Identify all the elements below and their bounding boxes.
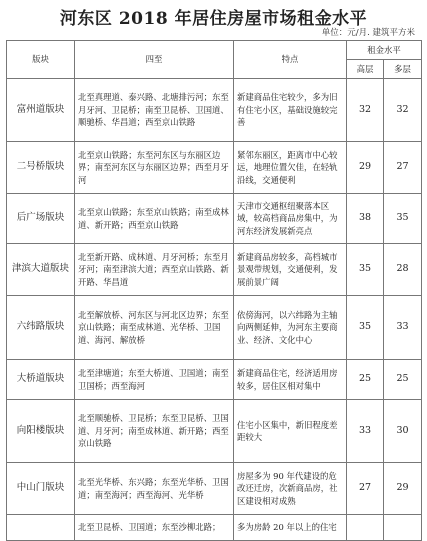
- header-rent: 租金水平: [347, 41, 422, 60]
- table-row: [7, 400, 422, 463]
- block-bounds: 北至真理道、泰兴路、北塘排污河；东至月牙河、卫昆桥；南至卫昆桥、卫国道、顺驰桥、华昌道；西至京山铁路: [75, 79, 234, 142]
- rent-high: 38: [347, 194, 384, 244]
- block-bounds: 北至卫昆桥、卫国道；东至沙柳北路；: [75, 515, 234, 541]
- rent-high: 29: [347, 142, 384, 194]
- block-features: 依傍海河，以六纬路为主轴向两侧延伸，为河东主要商业、经济、文化中心: [234, 296, 347, 360]
- block-bounds: 北至顺驰桥、卫昆桥；东至卫昆桥、卫国道、月牙河；南至成林道、新开路；西至京山铁路: [75, 400, 234, 463]
- rent-multi: 35: [384, 194, 422, 244]
- block-bounds: 北至解放桥、河东区与河北区边界；东至京山铁路；南至成林道、光华桥、卫国道、海河、解放桥: [75, 296, 234, 360]
- block-features: 天津市交通枢纽聚落本区域，较高档商品房集中，为河东经济发展新亮点: [234, 194, 347, 244]
- rent-multi: 28: [384, 244, 422, 296]
- header-bounds: 四至: [75, 41, 234, 79]
- rent-multi: 27: [384, 142, 422, 194]
- block-name: 富州道版块: [7, 79, 75, 142]
- block-name: 二号桥版块: [7, 142, 75, 194]
- rent-high: 33: [347, 400, 384, 463]
- block-name: 大桥道版块: [7, 360, 75, 400]
- unit-note: 单位：元/月. 建筑平方米: [321, 28, 415, 38]
- block-name: 向阳楼版块: [7, 400, 75, 463]
- rent-multi: [384, 515, 422, 541]
- block-features: 住宅小区集中，新旧程度差距较大: [234, 400, 347, 463]
- rent-multi: 33: [384, 296, 422, 360]
- block-features: 新建商品房较多，高档城市景观带规划，交通便利，发展前景广阔: [234, 244, 347, 296]
- page-title: 河东区 2018 年居住房屋市场租金水平: [59, 9, 368, 29]
- rent-high: 35: [347, 244, 384, 296]
- table-row: [7, 463, 422, 515]
- block-name: 中山门版块: [7, 463, 75, 515]
- table-row: [7, 296, 422, 360]
- rent-multi: 32: [384, 79, 422, 142]
- block-name: 后广场版块: [7, 194, 75, 244]
- block-name: 津滨大道版块: [7, 244, 75, 296]
- table-row: [7, 79, 422, 142]
- header-block: 版块: [7, 41, 75, 79]
- table-row: [7, 244, 422, 296]
- block-features: 房屋多为 90 年代建设的危改还迁房，次新商品房，社区建设相对成熟: [234, 463, 347, 515]
- block-features: 紧邻东丽区，距离市中心较远，地理位置欠佳，在轻轨沿线，交通便利: [234, 142, 347, 194]
- block-features: 新建商品住宅，经济适用房较多，居住区相对集中: [234, 360, 347, 400]
- table-row: [7, 360, 422, 400]
- rent-table: [6, 40, 422, 541]
- header-features: 特点: [234, 41, 347, 79]
- header-high: 高层: [347, 60, 384, 79]
- block-features: 新建商品住宅较少，多为旧有住宅小区，基础设施较完善: [234, 79, 347, 142]
- rent-multi: 25: [384, 360, 422, 400]
- block-bounds: 北至新开路、成林道、月牙河桥；东至月牙河；南至津滨大道；西至京山铁路、新开路、华昌道: [75, 244, 234, 296]
- block-features: 多为房龄 20 年以上的住宅: [234, 515, 347, 541]
- rent-high: 25: [347, 360, 384, 400]
- rent-high: 27: [347, 463, 384, 515]
- rent-high: [347, 515, 384, 541]
- rent-high: 35: [347, 296, 384, 360]
- rent-high: 32: [347, 79, 384, 142]
- block-name: 六纬路版块: [7, 296, 75, 360]
- block-bounds: 北至津塘道；东至大桥道、卫国道；南至卫国桥；西至海河: [75, 360, 234, 400]
- header-multi: 多层: [384, 60, 422, 79]
- table-row: [7, 515, 422, 541]
- block-bounds: 北至京山铁路；东至京山铁路；南至成林道、新开路；西至京山铁路: [75, 194, 234, 244]
- rent-multi: 30: [384, 400, 422, 463]
- block-name: [7, 515, 75, 541]
- block-bounds: 北至京山铁路；东至河东区与东丽区边界；南至河东区与东丽区边界；西至月牙河: [75, 142, 234, 194]
- table-row: [7, 142, 422, 194]
- rent-multi: 29: [384, 463, 422, 515]
- block-bounds: 北至光华桥、东兴路；东至光华桥、卫国道；南至海河；西至海河、光华桥: [75, 463, 234, 515]
- table-row: [7, 194, 422, 244]
